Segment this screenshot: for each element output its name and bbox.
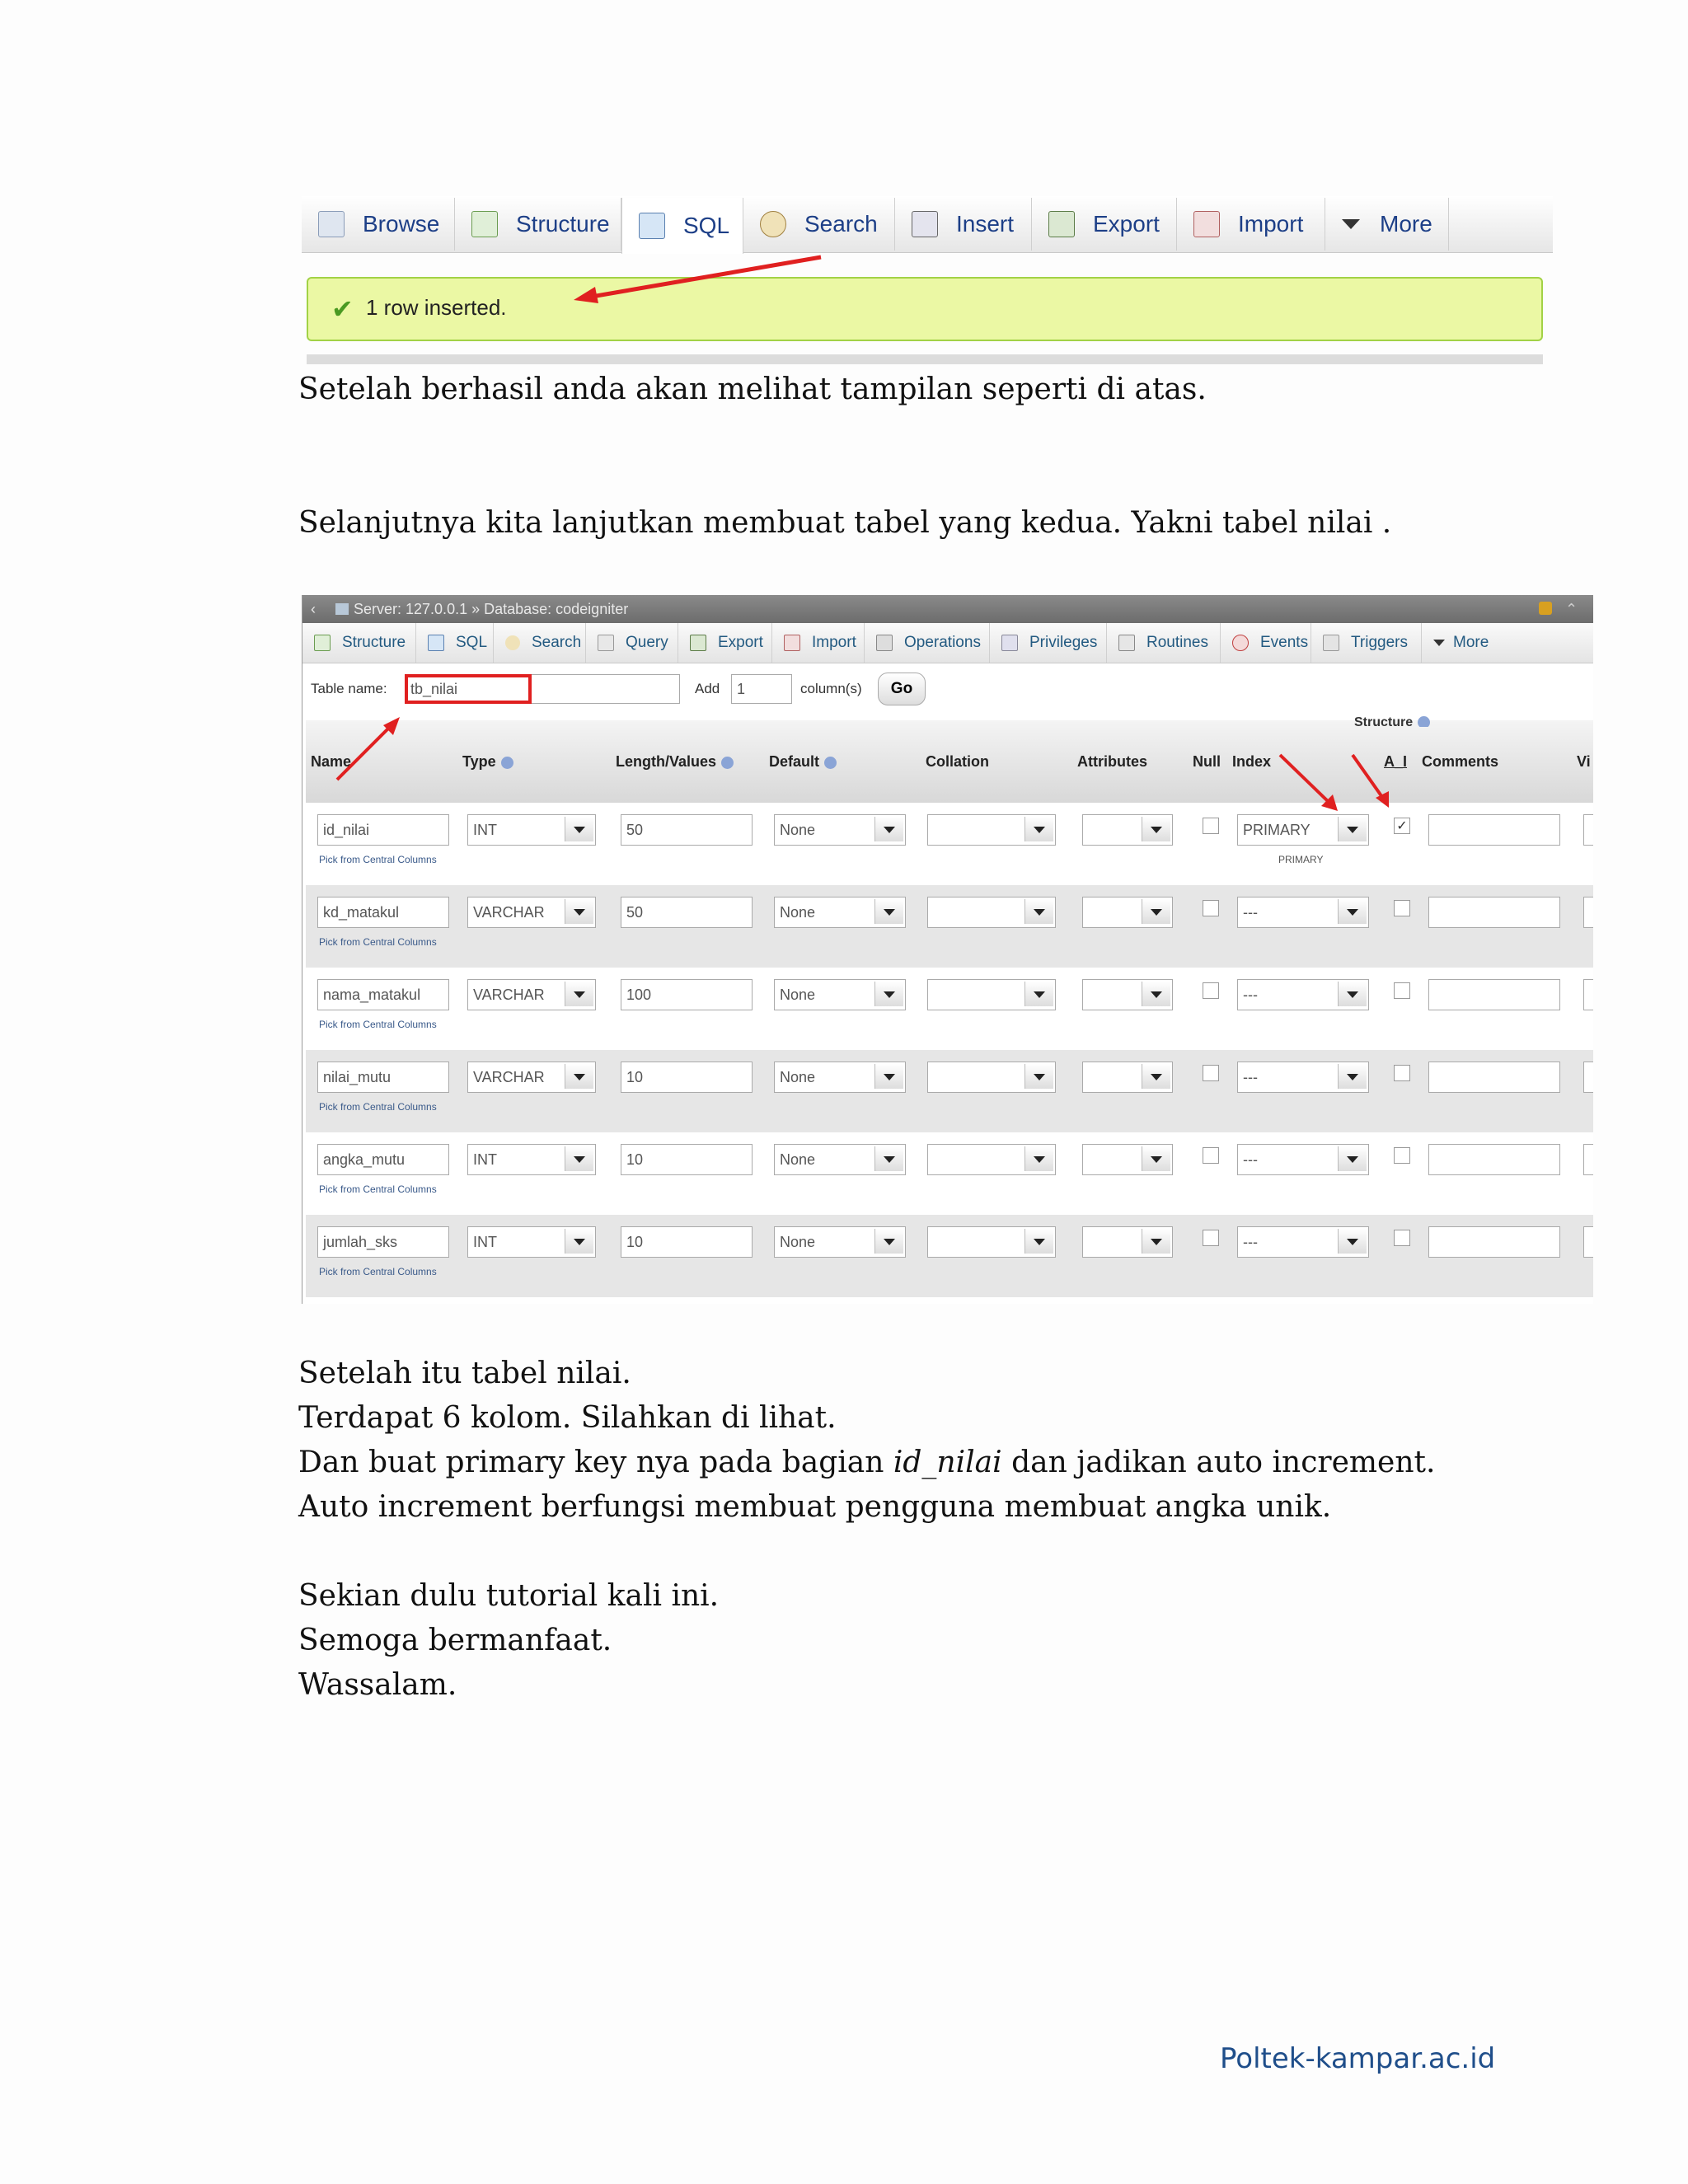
header-collation: Collation bbox=[926, 753, 989, 770]
index-select[interactable]: --- bbox=[1237, 1144, 1369, 1175]
table-name-label: Table name: bbox=[311, 681, 387, 696]
index-select[interactable]: PRIMARY bbox=[1237, 814, 1369, 846]
paragraph-1: Setelah berhasil anda akan melihat tampilan seperti di atas. bbox=[298, 373, 1207, 406]
header-comments: Comments bbox=[1422, 753, 1499, 770]
tab-routines-2[interactable]: Routines bbox=[1107, 623, 1221, 663]
closing-text bbox=[298, 1352, 1435, 1708]
index-select[interactable]: --- bbox=[1237, 897, 1369, 928]
tab-events-2[interactable]: Events bbox=[1221, 623, 1311, 663]
column-name-input[interactable]: jumlah_sks bbox=[317, 1226, 449, 1258]
pick-central-columns-link[interactable]: Pick from Central Columns bbox=[319, 1183, 437, 1195]
length-input[interactable]: 10 bbox=[621, 1062, 753, 1093]
column-name-input[interactable]: angka_mutu bbox=[317, 1144, 449, 1175]
header-type: Type bbox=[462, 753, 513, 771]
tab-operations-2[interactable]: Operations bbox=[865, 623, 990, 663]
length-input[interactable]: 10 bbox=[621, 1144, 753, 1175]
closing-line-6: Semoga bermanfaat. bbox=[298, 1624, 612, 1657]
tab-export[interactable]: Export bbox=[1032, 198, 1177, 251]
collapse-icon[interactable]: ⌃ bbox=[1565, 601, 1578, 617]
type-select[interactable]: VARCHAR bbox=[467, 1062, 596, 1093]
header-ai: A_I bbox=[1384, 753, 1408, 770]
index-select[interactable]: --- bbox=[1237, 1062, 1369, 1093]
tab-insert[interactable]: Insert bbox=[895, 198, 1032, 251]
type-select[interactable]: INT bbox=[467, 1144, 596, 1175]
tab-more[interactable]: More bbox=[1325, 198, 1449, 251]
footer-link[interactable]: Poltek-kampar.ac.id bbox=[1220, 2042, 1496, 2075]
pick-central-columns-link[interactable]: Pick from Central Columns bbox=[319, 936, 437, 948]
check-icon: ✔ bbox=[331, 294, 354, 324]
pick-central-columns-link[interactable]: Pick from Central Columns bbox=[319, 1266, 437, 1277]
server-breadcrumb-bar: ‹ Server: 127.0.0.1 » Database: codeigniter ⌃ bbox=[302, 595, 1593, 623]
type-select[interactable]: INT bbox=[467, 814, 596, 846]
header-default: Default bbox=[769, 753, 837, 771]
default-select[interactable]: None bbox=[774, 1226, 906, 1258]
column-name-input[interactable]: nilai_mutu bbox=[317, 1062, 449, 1093]
tab-export-2[interactable]: Export bbox=[678, 623, 772, 663]
default-select[interactable]: None bbox=[774, 979, 906, 1010]
index-select[interactable]: --- bbox=[1237, 1226, 1369, 1258]
columns-label: column(s) bbox=[800, 681, 862, 696]
tab-query-2[interactable]: Query bbox=[586, 623, 678, 663]
tab-privileges-2[interactable]: Privileges bbox=[990, 623, 1107, 663]
index-note: PRIMARY bbox=[1278, 854, 1324, 865]
closing-line-7: Wassalam. bbox=[298, 1668, 457, 1702]
column-name-input[interactable]: kd_matakul bbox=[317, 897, 449, 928]
closing-line-4: Auto increment berfungsi membuat pengguna membuat angka unik. bbox=[298, 1490, 1332, 1524]
default-select[interactable]: None bbox=[774, 1144, 906, 1175]
default-select[interactable]: None bbox=[774, 897, 906, 928]
header-index: Index bbox=[1232, 753, 1272, 770]
table-name-input[interactable]: tb_nilai bbox=[405, 674, 680, 704]
column-name-input[interactable]: nama_matakul bbox=[317, 979, 449, 1010]
type-select[interactable]: INT bbox=[467, 1226, 596, 1258]
tab-import[interactable]: Import bbox=[1177, 198, 1325, 251]
pick-central-columns-link[interactable]: Pick from Central Columns bbox=[319, 1101, 437, 1113]
structure-fieldset-label: Structure bbox=[1354, 715, 1430, 727]
auto-increment-checkbox[interactable]: ✓ bbox=[1394, 818, 1410, 834]
add-label: Add bbox=[695, 681, 720, 696]
inserted-screenshot bbox=[302, 196, 1553, 369]
header-name: Name bbox=[311, 753, 352, 770]
server-breadcrumb[interactable]: Server: 127.0.0.1 » Database: codeigniter bbox=[354, 601, 629, 617]
length-input[interactable]: 50 bbox=[621, 897, 753, 928]
tab-sql[interactable]: SQL bbox=[621, 198, 743, 254]
header-null: Null bbox=[1193, 753, 1221, 770]
pick-central-columns-link[interactable]: Pick from Central Columns bbox=[319, 854, 437, 865]
tab-browse[interactable]: Browse bbox=[302, 198, 455, 251]
default-select[interactable]: None bbox=[774, 814, 906, 846]
tab-import-2[interactable]: Import bbox=[772, 623, 865, 663]
length-input[interactable]: 10 bbox=[621, 1226, 753, 1258]
tab-structure-2[interactable]: Structure bbox=[302, 623, 416, 663]
create-table-screenshot bbox=[302, 595, 1593, 1304]
length-input[interactable]: 50 bbox=[621, 814, 753, 846]
index-select[interactable]: --- bbox=[1237, 979, 1369, 1010]
go-button[interactable]: Go bbox=[878, 673, 926, 705]
tab-sql-2[interactable]: SQL bbox=[416, 623, 494, 663]
closing-line-3: Dan buat primary key nya pada bagian id_nilai dan jadikan auto increment. bbox=[298, 1446, 1436, 1479]
success-text: 1 row inserted. bbox=[366, 295, 507, 320]
header-attributes: Attributes bbox=[1077, 753, 1147, 770]
header-length: Length/Values bbox=[616, 753, 734, 771]
type-select[interactable]: VARCHAR bbox=[467, 979, 596, 1010]
closing-line-2: Terdapat 6 kolom. Silahkan di lihat. bbox=[298, 1401, 837, 1435]
default-select[interactable]: None bbox=[774, 1062, 906, 1093]
tab-structure[interactable]: Structure bbox=[455, 198, 621, 251]
tab-triggers-2[interactable]: Triggers bbox=[1311, 623, 1422, 663]
length-input[interactable]: 100 bbox=[621, 979, 753, 1010]
annotation-arrow bbox=[302, 196, 1553, 369]
header-virtuality: Vi bbox=[1577, 753, 1591, 770]
closing-line-5: Sekian dulu tutorial kali ini. bbox=[298, 1579, 720, 1613]
paragraph-2: Selanjutnya kita lanjutkan membuat tabel yang kedua. Yakni tabel nilai . bbox=[298, 506, 1392, 540]
tab-search-2[interactable]: Search bbox=[494, 623, 586, 663]
add-columns-input[interactable]: 1 bbox=[731, 674, 792, 704]
type-select[interactable]: VARCHAR bbox=[467, 897, 596, 928]
column-name-input[interactable]: id_nilai bbox=[317, 814, 449, 846]
annotation-arrows bbox=[302, 595, 1593, 1304]
tab-search[interactable]: Search bbox=[743, 198, 895, 251]
closing-line-1: Setelah itu tabel nilai. bbox=[298, 1357, 631, 1390]
pick-central-columns-link[interactable]: Pick from Central Columns bbox=[319, 1019, 437, 1030]
tab-more-2[interactable]: More bbox=[1422, 623, 1504, 663]
